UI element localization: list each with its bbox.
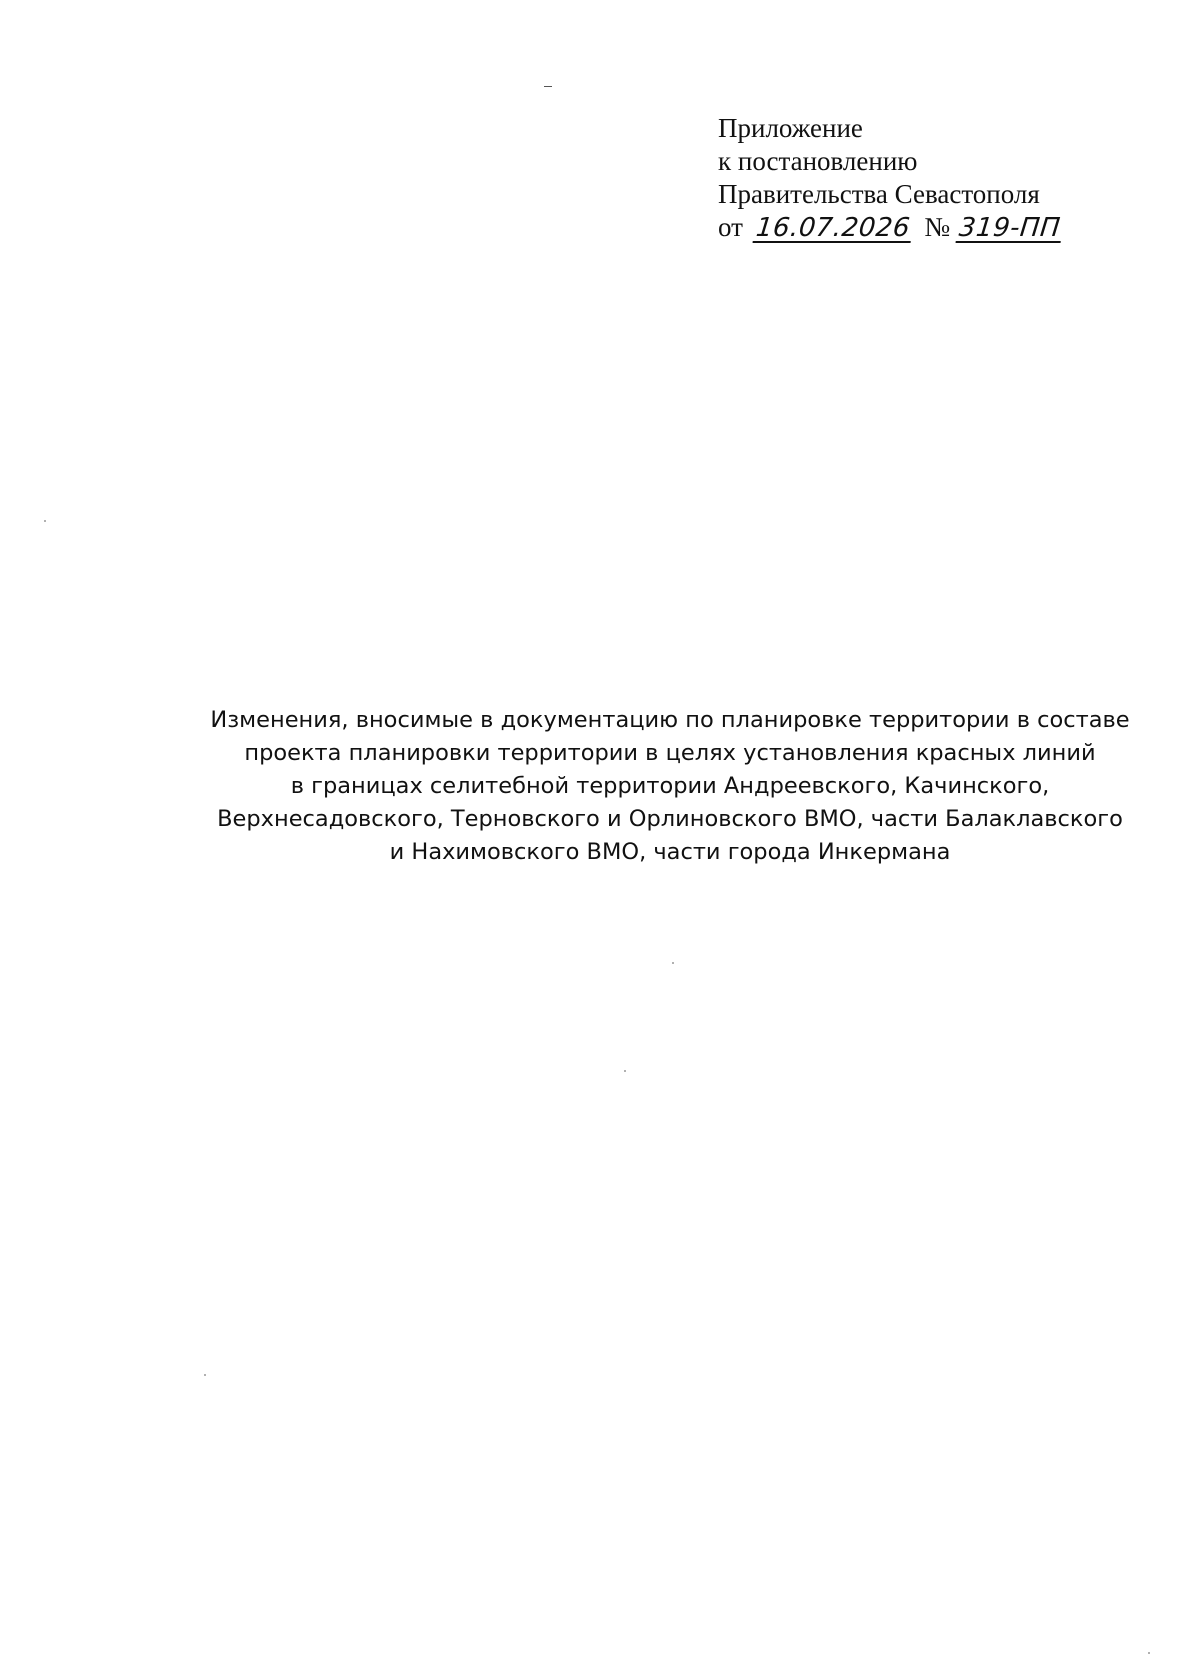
approval-block (718, 112, 1098, 244)
title-line: Изменения, вносимые в документацию по планировке территории в составе (210, 707, 1130, 733)
handwritten-number: 319-ПП (957, 213, 1062, 243)
approval-date-number (718, 211, 1098, 244)
scan-speck (672, 962, 674, 964)
document-title (190, 704, 1150, 869)
title-line: Верхнесадовского, Терновского и Орлиновского ВМО, части Балаклавского (217, 806, 1123, 832)
scan-speck (44, 520, 46, 522)
number-sign: № (924, 212, 951, 242)
title-line: в границах селитебной территории Андреевского, Качинского, (290, 773, 1050, 799)
title-line: проекта планировки территории в целях установления красных линий (244, 740, 1096, 766)
scan-speck (624, 1070, 626, 1072)
approval-heading: Приложение (718, 113, 863, 143)
approval-reference: к постановлению (718, 146, 918, 176)
title-line: и Нахимовского ВМО, части города Инкермана (389, 839, 951, 865)
scan-speck (1148, 1652, 1150, 1654)
handwritten-date: 16.07.2026 (754, 213, 912, 243)
date-prefix: от (718, 212, 743, 242)
approval-issuer: Правительства Севастополя (718, 179, 1040, 209)
scan-speck (204, 1374, 206, 1376)
scan-artifact (544, 86, 552, 87)
